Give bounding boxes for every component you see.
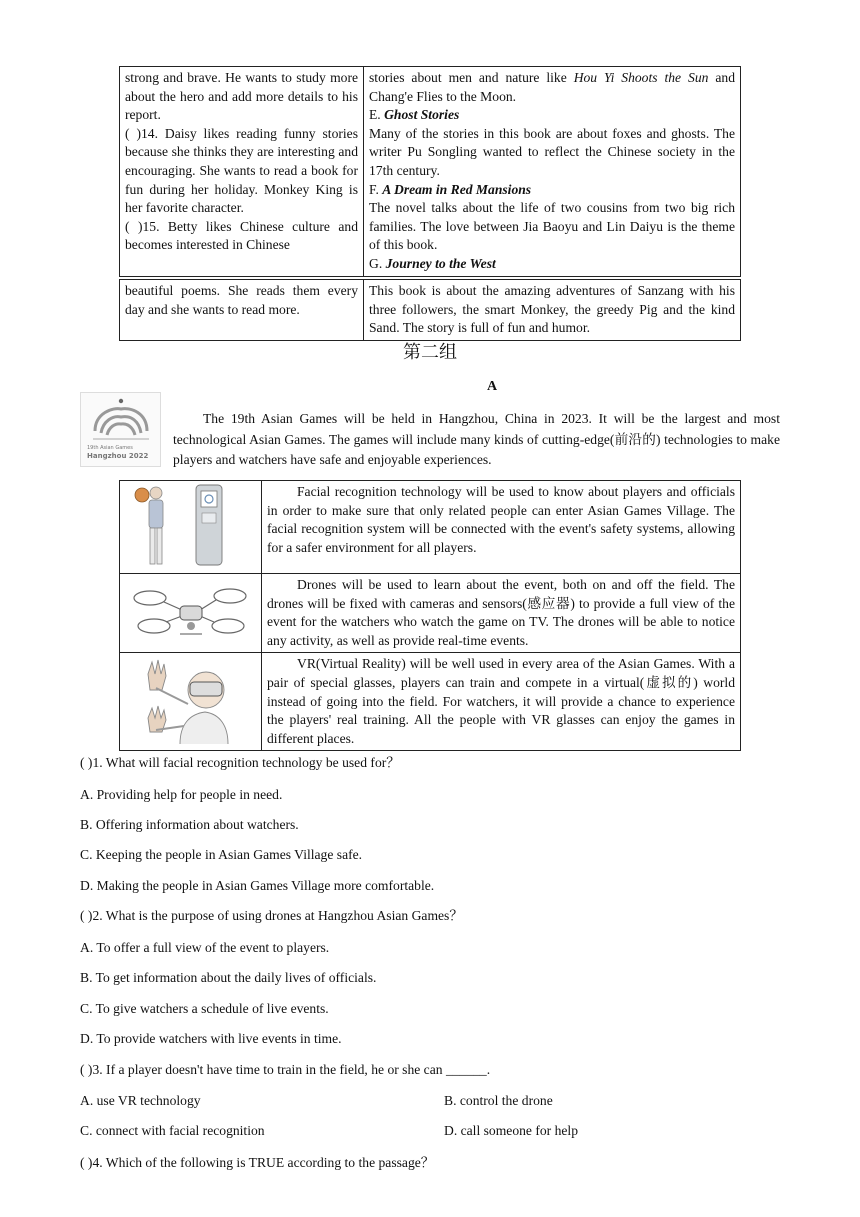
question-1-option-b: B. Offering information about watchers. bbox=[80, 817, 299, 832]
question-3-option-a: A. use VR technology bbox=[80, 1093, 201, 1108]
left-cell-statements: strong and brave. He wants to study more about the hero and add more details to his report. ( )14. Daisy likes reading funny stories because she thinks they are interesting and encouraging. She wants to read a book for fun during her holiday. Monkey King is her favorite character. ( )15. Betty likes Chinese culture and becomes interested in Chinese bbox=[120, 67, 364, 277]
question-3: ( )3. If a player doesn't have time to train in the field, he or she can ______. bbox=[80, 1062, 491, 1077]
drone-image bbox=[120, 574, 262, 653]
left-cell-statement-continued: beautiful poems. She reads them every day and she wants to read more. bbox=[120, 280, 364, 341]
vr-text: VR(Virtual Reality) will be well used in every area of the Asian Games. With a pair of special glasses, players can train and compete in a virtual(虚拟的) world instead of going into the field. For watchers, it will provide a chance to experience the players' real training. All the people with VR glasses can enjoy the games in different places. bbox=[262, 653, 741, 751]
right-cell-book-descriptions bbox=[364, 67, 741, 277]
question-1-option-d: D. Making the people in Asian Games Village more comfortable. bbox=[80, 878, 435, 893]
vr-headset-image bbox=[120, 653, 262, 751]
section-letter: A bbox=[487, 379, 498, 394]
asian-games-logo bbox=[80, 392, 161, 467]
technology-table bbox=[119, 480, 741, 751]
question-3-option-b: B. control the drone bbox=[444, 1093, 553, 1108]
book-f-description: The novel talks about the life of two cousins from two big rich families. The love between Jia Baoyu and Lin Daiyu is the theme of this book. bbox=[369, 200, 735, 253]
question-3-option-c: C. connect with facial recognition bbox=[80, 1123, 265, 1138]
book-g-title: G. Journey to the West bbox=[369, 255, 496, 271]
reading-match-table bbox=[119, 66, 741, 277]
question-2: ( )2. What is the purpose of using drones at Hangzhou Asian Games？ bbox=[80, 908, 463, 923]
question-3-option-d: D. call someone for help bbox=[444, 1123, 579, 1138]
question-2-option-a: A. To offer a full view of the event to players. bbox=[80, 940, 330, 955]
tech-row-drone bbox=[120, 574, 741, 653]
book-d-description: stories about men and nature like Hou Yi Shoots the Sun and Chang'e Flies to the Moon. bbox=[369, 70, 735, 104]
tech-row-vr bbox=[120, 653, 741, 751]
intro-paragraph: The 19th Asian Games will be held in Hangzhou, China in 2023. It will be the largest and most technological Asian Games. The games will include many kinds of cutting-edge(前沿的) technologies to make players and watchers have safe and enjoyable experiences. bbox=[173, 411, 780, 467]
question-1-option-a: A. Providing help for people in need. bbox=[80, 787, 283, 802]
question-1-option-c: C. Keeping the people in Asian Games Village safe. bbox=[80, 847, 363, 862]
question-2-option-c: C. To give watchers a schedule of live events. bbox=[80, 1001, 329, 1016]
question-1: ( )1. What will facial recognition technology be used for？ bbox=[80, 755, 400, 770]
reading-match-table-continued bbox=[119, 279, 741, 341]
group-heading: 第二组 bbox=[403, 342, 457, 363]
logo-caption: 19th Asian Games Hangzhou 2022 bbox=[87, 445, 149, 460]
book-g-description: This book is about the amazing adventures of Sanzang with his three followers, the smart Monkey, the greedy Pig and the kind Sand. The story is full of fun and humor. bbox=[364, 280, 741, 341]
question-4: ( )4. Which of the following is TRUE according to the passage？ bbox=[80, 1155, 435, 1170]
question-2-option-b: B. To get information about the daily lives of officials. bbox=[80, 970, 377, 985]
facial-recognition-text: Facial recognition technology will be used to know about players and officials in order to make sure that only related people can enter Asian Games Village. The facial recognition system will be connected with the event's safety systems, allowing for a safer environment for all players. bbox=[262, 481, 741, 574]
tech-row-facial-recognition bbox=[120, 481, 741, 574]
book-e-description: Many of the stories in this book are about foxes and ghosts. The writer Pu Songling wanted to reflect the Chinese society in the 17th century. bbox=[369, 125, 735, 178]
question-2-option-d: D. To provide watchers with live events in time. bbox=[80, 1031, 342, 1046]
facial-recognition-image bbox=[120, 481, 262, 574]
book-e-title: E. Ghost Stories bbox=[369, 107, 460, 123]
drone-text: Drones will be used to learn about the event, both on and off the field. The drones will be fixed with cameras and sensors(感应器) to provide a full view of the event for the watchers who watch the game on TV. The drones will be able to notice any activity, as well as provide real-time events. bbox=[262, 574, 741, 653]
asian-games-emblem-icon bbox=[81, 393, 160, 445]
book-f-title: F. A Dream in Red Mansions bbox=[369, 181, 532, 197]
